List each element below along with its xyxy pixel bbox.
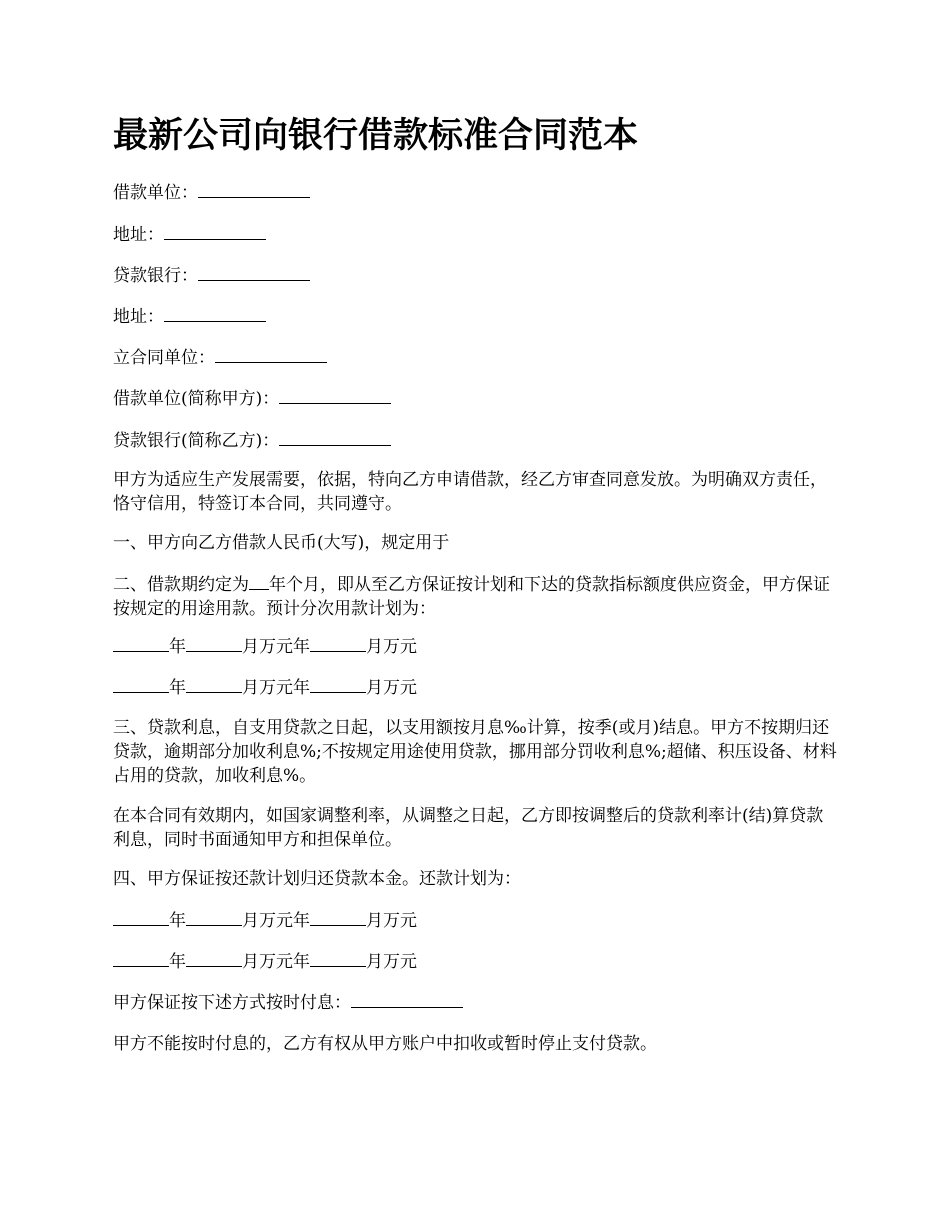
paragraph-rate-adjustment: 在本合同有效期内，如国家调整利率，从调整之日起，乙方即按调整后的贷款利率计(结)算贷款利息，同时书面通知甲方和担保单位。 — [113, 806, 824, 850]
fill-in-blank — [310, 675, 366, 693]
fill-in-blank — [279, 386, 391, 404]
paragraph-intro: 甲方为适应生产发展需要，依据，特向乙方申请借款，经乙方审查同意发放。为明确双方责任，恪守信用，特签订本合同，共同遵守。 — [113, 470, 827, 514]
plan-year-label: 年 — [169, 637, 186, 657]
field-borrower-unit — [113, 180, 840, 205]
fill-in-blank — [310, 634, 366, 652]
fill-in-blank — [198, 180, 310, 198]
field-label: 贷款银行： — [113, 266, 198, 286]
fill-in-blank — [249, 572, 269, 590]
plan-year-label: 年 — [169, 952, 186, 972]
field-borrower-short — [113, 386, 840, 411]
fill-in-blank — [198, 263, 310, 281]
fill-in-blank — [113, 908, 169, 926]
paragraph-clause-4: 四、甲方保证按还款计划归还贷款本金。还款计划为： — [113, 869, 521, 889]
usage-plan-line-2 — [113, 675, 840, 700]
plan-year-label: 年 — [169, 678, 186, 698]
fill-in-blank — [310, 949, 366, 967]
fill-in-blank — [186, 675, 242, 693]
paragraph-interest-method — [113, 990, 840, 1015]
paragraph-clause-1: 一、甲方向乙方借款人民币(大写)，规定用于 — [113, 533, 450, 553]
field-lender-short — [113, 428, 840, 453]
paragraph-clause-2 — [113, 572, 840, 621]
plan-month-label: 月万元 — [366, 637, 417, 657]
fill-in-blank — [164, 304, 266, 322]
fill-in-blank — [279, 428, 391, 446]
fill-in-blank — [186, 908, 242, 926]
repayment-plan-line-2 — [113, 949, 840, 974]
fill-in-blank — [113, 675, 169, 693]
fill-in-blank — [113, 949, 169, 967]
paragraph-clause-3: 三、贷款利息，自支用贷款之日起，以支用额按月息‰计算，按季(或月)结息。甲方不按期归还贷款，逾期部分加收利息%;不按规定用途使用贷款，挪用部分罚收利息%;超储、积压设备、材料占用的贷款，加收利息%。 — [113, 718, 837, 786]
plan-month-label: 月万元年 — [242, 952, 310, 972]
plan-month-label: 月万元 — [366, 678, 417, 698]
plan-year-label: 年 — [169, 911, 186, 931]
fill-in-blank — [164, 222, 266, 240]
fill-in-blank — [215, 345, 327, 363]
paragraph-final: 甲方不能按时付息的，乙方有权从甲方账户中扣收或暂时停止支付贷款。 — [113, 1034, 657, 1054]
field-lender-bank — [113, 263, 840, 288]
field-label: 立合同单位： — [113, 348, 215, 368]
field-address-1 — [113, 222, 840, 247]
field-contract-unit — [113, 345, 840, 370]
field-label: 地址： — [113, 225, 164, 245]
field-label: 借款单位(简称甲方)： — [113, 389, 280, 409]
usage-plan-line-1 — [113, 634, 840, 659]
field-label: 借款单位： — [113, 183, 198, 203]
field-address-2 — [113, 304, 840, 329]
fill-in-blank — [186, 949, 242, 967]
fill-in-blank — [186, 634, 242, 652]
plan-month-label: 月万元 — [366, 952, 417, 972]
fill-in-blank — [351, 990, 463, 1008]
fill-in-blank — [113, 634, 169, 652]
plan-month-label: 月万元年 — [242, 637, 310, 657]
clause-2-lead: 二、借款期约定为 — [113, 575, 249, 595]
plan-month-label: 月万元年 — [242, 911, 310, 931]
field-label: 贷款银行(简称乙方)： — [113, 431, 280, 451]
field-label: 地址： — [113, 307, 164, 327]
repayment-plan-line-1 — [113, 908, 840, 933]
fill-in-blank — [310, 908, 366, 926]
document-title: 最新公司向银行借款标准合同范本 — [113, 116, 639, 156]
clause-2-body: 年个月，即从至乙方保证按计划和下达的贷款指标额度供应资金，甲方保证按规定的用途用款。预计分次用款计划为： — [113, 575, 830, 619]
field-label: 甲方保证按下述方式按时付息： — [113, 993, 351, 1013]
plan-month-label: 月万元年 — [242, 678, 310, 698]
plan-month-label: 月万元 — [366, 911, 417, 931]
